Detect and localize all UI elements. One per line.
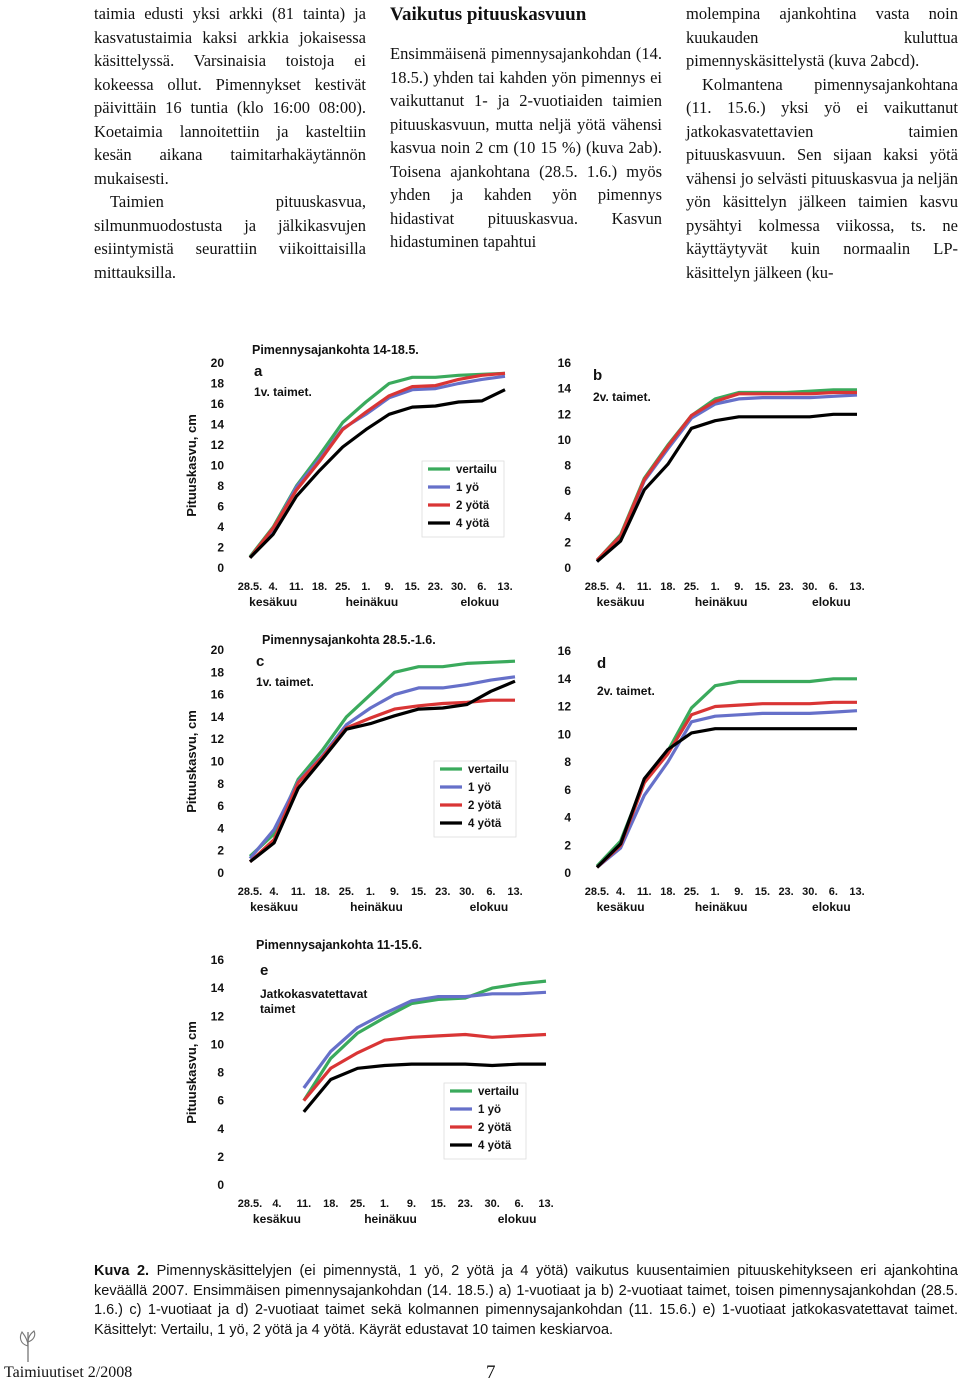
month-label: elokuu	[469, 900, 509, 914]
x-tick-label: 28.5.	[237, 1198, 263, 1210]
y-axis-label: Pituuskasvu, cm	[184, 414, 199, 517]
paragraph: Taimien pituuskasvua, silmunmuodostusta ja jälkikasvujen esiintymistä seurattiin viikoittaisilla mittauksilla.	[94, 192, 366, 282]
legend-entry: 4 yötä	[478, 1140, 512, 1152]
x-tick-label: 13.	[538, 1198, 554, 1210]
legend-entry: 4 yötä	[468, 818, 502, 830]
y-tick-label: 16	[210, 397, 224, 411]
y-tick-label: 4	[217, 1121, 224, 1136]
y-tick-label: 16	[557, 356, 571, 370]
x-tick-label: 30.	[484, 1198, 500, 1210]
month-label: kesäkuu	[249, 595, 298, 609]
x-tick-label: 6.	[828, 886, 838, 898]
y-tick-label: 8	[217, 479, 224, 493]
y-tick-label: 14	[210, 417, 224, 432]
y-tick-label: 12	[210, 1009, 224, 1024]
x-tick-label: 18.	[323, 1198, 339, 1210]
month-label: kesäkuu	[250, 900, 299, 914]
seedling-logo-icon	[16, 1328, 40, 1364]
y-tick-label: 6	[564, 484, 571, 499]
text-column-2	[390, 2, 662, 254]
page-number: 7	[486, 1362, 496, 1383]
y-tick-label: 4	[564, 509, 571, 524]
group-label: 2v. taimet.	[597, 684, 655, 698]
y-tick-label: 6	[217, 499, 224, 514]
x-tick-label: 13.	[507, 886, 523, 898]
x-tick-label: 9.	[406, 1198, 417, 1210]
text-column-1	[94, 2, 366, 284]
y-tick-label: 2	[564, 535, 571, 550]
legend-entry: 1 yö	[468, 782, 492, 794]
month-label: heinäkuu	[350, 900, 403, 914]
x-tick-label: 23.	[427, 581, 444, 593]
x-tick-label: 13.	[497, 581, 513, 593]
y-tick-label: 2	[217, 843, 224, 858]
y-tick-label: 12	[210, 732, 224, 747]
x-tick-label: 30.	[802, 581, 818, 593]
x-tick-label: 9.	[389, 886, 400, 898]
y-tick-label: 0	[217, 1178, 224, 1192]
y-tick-label: 0	[217, 561, 224, 575]
caption-text: Pimennyskäsittelyjen (ei pimennystä, 1 yö, 2 yötä ja 4 yötä) vaikutus kuusentaimien pituuskehitykseen eri ajankohtina keväällä 2007. Ensimmäisen pimennysajankohdan (14. 18.5.) a) 1-vuotiaat ja b) 2-vuotiaat taimet, toisen pimennysajankohdan (28.5. 1.6.) c) 1-vuotiaat ja d) 2-vuotiaat taimet sekä kolmannen pimennysajankohdan (11. 15.6.) e) 1-vuotiaat jatkokasvatettavat taimet. Käsittelyt: Vertailu, 1 yö, 2 yötä ja 4 yötä. Käyrät edustavat 10 taimen keskiarvoa.	[94, 1263, 958, 1338]
y-tick-label: 6	[217, 799, 224, 814]
y-tick-label: 10	[557, 727, 571, 742]
x-tick-label: 15.	[404, 581, 420, 593]
group-label: 2v. taimet.	[593, 390, 651, 404]
y-tick-label: 12	[557, 699, 571, 714]
x-tick-label: 15.	[410, 886, 427, 898]
x-tick-label: 1.	[710, 886, 720, 898]
y-tick-label: 12	[210, 438, 224, 452]
paragraph: Kolmantena pimennysajankohtana (11. 15.6.) yksi yö ei vaikuttanut jatkokasvatettavien taimien pituuskasvuun. Sen sijaan kaksi yötä vähensi jo selvästi pituuskasvua ja neljän yön käsittelyn jälkeen taimien kasvu pysähtyi kolmessa viikossa, ts. ne käyttäytyvät kuin normaalin LP-käsittelyn jälkeen (ku-	[686, 74, 958, 282]
x-tick-label: 25.	[683, 886, 700, 898]
x-tick-label: 25.	[683, 581, 700, 593]
y-tick-label: 14	[557, 381, 571, 396]
x-tick-label: 25.	[335, 581, 351, 593]
y-tick-label: 10	[210, 754, 224, 769]
x-tick-label: 28.5.	[584, 581, 610, 593]
month-label: elokuu	[812, 595, 851, 609]
figure-caption	[94, 1262, 958, 1340]
y-tick-label: 10	[210, 1037, 224, 1052]
chart-a	[180, 340, 525, 615]
y-tick-label: 20	[210, 356, 224, 370]
x-tick-label: 11.	[289, 581, 304, 593]
chart-e	[180, 935, 560, 1230]
x-tick-label: 11.	[290, 886, 306, 898]
x-tick-label: 6.	[486, 886, 496, 898]
x-tick-label: 11.	[636, 886, 652, 898]
month-label: heinäkuu	[694, 900, 748, 914]
group-label: 1v. taimet.	[254, 385, 312, 399]
caption-label: Kuva 2.	[94, 1263, 150, 1279]
x-tick-label: 13.	[849, 581, 865, 593]
y-tick-label: 0	[217, 866, 224, 880]
month-label: elokuu	[812, 900, 851, 914]
paragraph: molempina ajankohtina vasta noin kuukauden kuluttua pimennyskäsittelystä (kuva 2abcd).	[686, 4, 958, 70]
x-tick-label: 15.	[754, 886, 771, 898]
x-tick-label: 15.	[754, 581, 771, 593]
group-label: Jatkokasvatettavat	[260, 987, 368, 1001]
x-tick-label: 9.	[734, 886, 744, 898]
x-tick-label: 6.	[828, 581, 838, 593]
month-label: heinäkuu	[694, 595, 748, 609]
y-tick-label: 16	[557, 644, 571, 658]
x-tick-label: 23.	[778, 581, 794, 593]
x-tick-label: 6.	[477, 581, 487, 593]
y-tick-label: 2	[564, 838, 571, 853]
panel-label: a	[254, 363, 263, 380]
y-tick-label: 10	[557, 432, 571, 447]
x-tick-label: 9.	[734, 581, 744, 593]
chart-b-svg	[545, 340, 875, 615]
chart-title: Pimennysajankohta 28.5.-1.6.	[262, 633, 436, 647]
series-line	[597, 414, 857, 561]
series-line	[597, 729, 857, 868]
y-tick-label: 14	[210, 709, 224, 724]
x-tick-label: 11.	[296, 1198, 312, 1210]
x-tick-label: 30.	[459, 886, 475, 898]
panel-label: d	[597, 655, 607, 672]
paragraph: Ensimmäisenä pimennysajankohdan (14. 18.5.) yhden tai kahden yön pimennys ei vaikuttanut 1- ja 2-vuotiaiden taimien pituuskasvuun, mutta neljä yötä vähensi kasvua noin 2 cm (10 15 %) (kuva 2ab). Toisena ajankohtana (28.5. 1.6.) myös yhden ja kahden yön pimennys hidastivat pituuskasvua. Kasvun hidastuminen tapahtui	[390, 44, 662, 251]
chart-title: Pimennysajankohta 14-18.5.	[252, 343, 419, 357]
series-line	[597, 711, 857, 868]
chart-a-svg	[180, 340, 525, 615]
y-tick-label: 4	[564, 810, 571, 825]
month-label: elokuu	[497, 1212, 537, 1226]
y-tick-label: 8	[564, 458, 571, 473]
y-tick-label: 14	[210, 981, 224, 996]
x-tick-label: 30.	[450, 581, 467, 593]
y-tick-label: 8	[217, 776, 224, 791]
x-tick-label: 6.	[514, 1198, 524, 1210]
chart-e-svg	[180, 935, 560, 1230]
x-tick-label: 1.	[361, 581, 371, 593]
y-tick-label: 0	[564, 866, 571, 880]
legend-entry: 1 yö	[478, 1104, 502, 1116]
x-tick-label: 4.	[272, 1198, 282, 1210]
x-tick-label: 28.5.	[237, 581, 263, 593]
y-tick-label: 8	[217, 1065, 224, 1080]
y-tick-label: 6	[564, 782, 571, 797]
series-line	[597, 702, 857, 867]
legend-entry: vertailu	[468, 764, 509, 776]
y-tick-label: 4	[217, 520, 224, 534]
y-tick-label: 0	[564, 561, 571, 575]
x-tick-label: 25.	[338, 886, 355, 898]
x-tick-label: 4.	[616, 581, 626, 593]
x-tick-label: 28.5.	[584, 886, 610, 898]
chart-b	[545, 340, 875, 615]
page-footer	[0, 1362, 960, 1391]
x-tick-label: 23.	[435, 886, 451, 898]
y-axis-label: Pituuskasvu, cm	[184, 710, 199, 813]
month-label: kesäkuu	[596, 595, 645, 609]
month-label: heinäkuu	[364, 1212, 417, 1226]
x-tick-label: 23.	[778, 886, 794, 898]
legend-entry: vertailu	[478, 1086, 519, 1098]
y-tick-label: 18	[210, 376, 224, 391]
x-tick-label: 30.	[802, 886, 818, 898]
y-tick-label: 12	[557, 407, 571, 422]
paragraph: taimia edusti yksi arkki (81 tainta) ja kasvatustaimia kaksi arkkia jokaisessa käsittelyssä. Varsinaisia toistoja ei kokeessa ollut. Pimennykset kestivät päivittäin 16 tuntia (klo 16:00 08:00). Koetaimia lannoitettiin ja kasteltiin kesän aikana taimitarhakäytännön mukaisesti.	[94, 4, 366, 188]
legend-entry: 1 yö	[456, 482, 480, 494]
y-tick-label: 10	[210, 458, 224, 473]
section-heading: Vaikutus pituuskasvuun	[390, 4, 587, 25]
y-tick-label: 16	[210, 953, 224, 967]
legend-entry: 2 yötä	[478, 1122, 512, 1134]
legend-entry: 2 yötä	[468, 800, 502, 812]
x-tick-label: 1.	[379, 1198, 390, 1210]
y-tick-label: 18	[210, 665, 224, 680]
month-label: kesäkuu	[252, 1212, 301, 1226]
group-label: taimet	[260, 1002, 296, 1016]
panel-label: e	[260, 962, 269, 979]
x-tick-label: 18.	[311, 581, 328, 593]
chart-d	[545, 628, 875, 918]
month-label: elokuu	[460, 595, 500, 609]
chart-c	[180, 628, 535, 918]
chart-d-svg	[545, 628, 875, 918]
panel-label: b	[593, 367, 603, 384]
x-tick-label: 1.	[710, 581, 720, 593]
y-tick-label: 4	[217, 821, 224, 836]
x-tick-label: 9.	[384, 581, 394, 593]
chart-c-svg	[180, 628, 535, 918]
y-tick-label: 6	[217, 1093, 224, 1108]
x-tick-label: 23.	[457, 1198, 473, 1210]
month-label: kesäkuu	[596, 900, 645, 914]
text-column-3	[686, 2, 958, 284]
legend-entry: vertailu	[456, 464, 497, 476]
y-tick-label: 20	[210, 643, 224, 657]
x-tick-label: 18.	[660, 581, 676, 593]
x-tick-label: 4.	[268, 581, 278, 593]
panel-label: c	[256, 653, 265, 670]
month-label: heinäkuu	[345, 595, 399, 609]
y-tick-label: 2	[217, 540, 224, 555]
legend-entry: 4 yötä	[456, 518, 490, 530]
legend-entry: 2 yötä	[456, 500, 490, 512]
x-tick-label: 1.	[365, 886, 376, 898]
x-tick-label: 15.	[430, 1198, 447, 1210]
y-tick-label: 8	[564, 755, 571, 769]
x-tick-label: 13.	[849, 886, 865, 898]
series-line	[304, 992, 546, 1088]
y-tick-label: 14	[557, 671, 571, 686]
x-tick-label: 18.	[314, 886, 330, 898]
x-tick-label: 18.	[660, 886, 676, 898]
x-tick-label: 11.	[636, 581, 652, 593]
x-tick-label: 28.5.	[237, 886, 263, 898]
group-label: 1v. taimet.	[256, 675, 314, 689]
journal-name: Taimiuutiset 2/2008	[4, 1364, 133, 1381]
y-axis-label: Pituuskasvu, cm	[184, 1021, 199, 1124]
x-tick-label: 25.	[349, 1198, 366, 1210]
x-tick-label: 4.	[616, 886, 626, 898]
chart-title: Pimennysajankohta 11-15.6.	[256, 938, 423, 952]
y-tick-label: 2	[217, 1149, 224, 1164]
y-tick-label: 16	[210, 687, 224, 702]
x-tick-label: 4.	[269, 886, 279, 898]
